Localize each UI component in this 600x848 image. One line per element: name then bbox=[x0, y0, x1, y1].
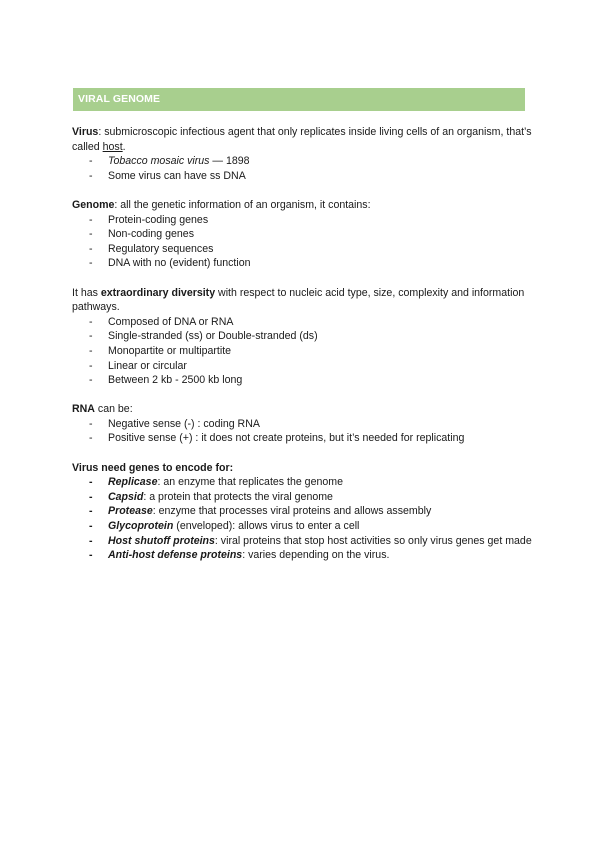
genome-term: Genome bbox=[72, 198, 115, 211]
gene-term: Glycoprotein bbox=[108, 520, 174, 533]
dash-bullet: - bbox=[89, 155, 93, 168]
list-item bbox=[72, 534, 532, 549]
dash-bullet: - bbox=[89, 330, 93, 343]
dash-bullet: - bbox=[89, 476, 93, 489]
list-item bbox=[72, 373, 532, 388]
gene-desc: : enzyme that processes viral proteins and allows assembly bbox=[152, 505, 432, 518]
dash-bullet: - bbox=[89, 213, 93, 226]
dash-bullet: - bbox=[89, 359, 93, 372]
gene-desc: (enveloped): allows virus to enter a cell bbox=[173, 520, 360, 533]
list-item-text: Between 2 kb - 2500 kb long bbox=[108, 374, 243, 387]
tmv-year: — 1898 bbox=[209, 155, 250, 168]
list-item-text: Composed of DNA or RNA bbox=[108, 315, 234, 328]
genes-heading bbox=[72, 461, 532, 476]
tmv-name: Tobacco mosaic virus bbox=[108, 155, 210, 168]
diversity-rest: with respect to nucleic acid type, size, complexity and information pathways. bbox=[72, 286, 525, 314]
list-item bbox=[72, 475, 532, 490]
dash-bullet: - bbox=[89, 505, 93, 518]
diversity-list bbox=[72, 315, 532, 388]
virus-definition bbox=[72, 125, 532, 154]
list-item bbox=[72, 504, 532, 519]
host-term: host bbox=[102, 140, 123, 153]
rna-section bbox=[72, 402, 532, 446]
list-item bbox=[72, 359, 532, 374]
list-item bbox=[72, 490, 532, 505]
diversity-section bbox=[72, 286, 532, 388]
rna-rest: can be: bbox=[94, 403, 133, 416]
list-item bbox=[72, 344, 532, 359]
virus-definition-text: : submicroscopic infectious agent that only replicates inside living cells of an organism, that’s called bbox=[72, 126, 532, 153]
list-item bbox=[72, 169, 532, 184]
list-item bbox=[72, 417, 532, 432]
list-item bbox=[72, 256, 532, 271]
list-item-text: Non-coding genes bbox=[108, 228, 194, 241]
diversity-paragraph bbox=[72, 286, 532, 315]
list-item-text: Positive sense (+) : it does not create proteins, but it’s needed for replicating bbox=[108, 432, 465, 445]
gene-term: Capsid bbox=[108, 490, 144, 503]
rna-list bbox=[72, 417, 532, 446]
list-item bbox=[72, 431, 532, 446]
list-item-text: Some virus can have ss DNA bbox=[108, 169, 246, 182]
gene-desc: : an enzyme that replicates the genome bbox=[157, 476, 343, 489]
genome-section bbox=[72, 198, 532, 271]
gene-desc: : a protein that protects the viral genome bbox=[143, 490, 333, 503]
list-item-text: Single-stranded (ss) or Double-stranded (ds) bbox=[108, 330, 318, 343]
rna-paragraph bbox=[72, 402, 532, 417]
dash-bullet: - bbox=[89, 490, 93, 503]
virus-definition-end: . bbox=[122, 140, 126, 153]
dash-bullet: - bbox=[89, 374, 93, 387]
gene-desc: : varies depending on the virus. bbox=[242, 549, 390, 562]
dash-bullet: - bbox=[89, 417, 93, 430]
virus-term: Virus bbox=[72, 126, 99, 138]
genes-list bbox=[72, 475, 532, 563]
section-header: VIRAL GENOME bbox=[73, 88, 525, 111]
dash-bullet: - bbox=[89, 169, 93, 182]
diversity-intro: It has bbox=[72, 286, 101, 299]
dash-bullet: - bbox=[89, 534, 93, 547]
dash-bullet: - bbox=[89, 315, 93, 328]
document-body bbox=[72, 125, 532, 577]
dash-bullet: - bbox=[89, 520, 93, 533]
genome-list bbox=[72, 213, 532, 271]
rna-term: RNA bbox=[72, 403, 95, 416]
dash-bullet: - bbox=[89, 549, 93, 562]
virus-section bbox=[72, 125, 532, 183]
list-item bbox=[72, 154, 532, 169]
dash-bullet: - bbox=[89, 344, 93, 357]
gene-desc: : viral proteins that stop host activities so only virus genes get made bbox=[214, 534, 532, 547]
dash-bullet: - bbox=[89, 228, 93, 241]
genome-definition-text: : all the genetic information of an organism, it contains: bbox=[114, 198, 371, 211]
gene-term: Protease bbox=[108, 505, 153, 518]
list-item-text: Protein-coding genes bbox=[108, 213, 209, 226]
list-item bbox=[72, 227, 532, 242]
virus-list bbox=[72, 154, 532, 183]
list-item bbox=[72, 548, 532, 563]
list-item bbox=[72, 213, 532, 228]
list-item bbox=[72, 329, 532, 344]
genes-heading-text: Virus need genes to encode for: bbox=[72, 461, 234, 474]
dash-bullet: - bbox=[89, 242, 93, 255]
gene-term: Host shutoff proteins bbox=[108, 534, 215, 547]
dash-bullet: - bbox=[89, 257, 93, 270]
dash-bullet: - bbox=[89, 432, 93, 445]
genes-section bbox=[72, 461, 532, 563]
list-item-text: DNA with no (evident) function bbox=[108, 257, 251, 270]
list-item bbox=[72, 315, 532, 330]
list-item bbox=[72, 242, 532, 257]
diversity-term: extraordinary diversity bbox=[100, 286, 216, 299]
genome-definition bbox=[72, 198, 532, 213]
list-item-text: Regulatory sequences bbox=[108, 242, 214, 255]
list-item-text: Monopartite or multipartite bbox=[108, 344, 232, 357]
gene-term: Anti-host defense proteins bbox=[108, 549, 243, 562]
list-item-text: Linear or circular bbox=[108, 359, 187, 372]
gene-term: Replicase bbox=[108, 476, 158, 489]
list-item bbox=[72, 519, 532, 534]
list-item-text: Negative sense (-) : coding RNA bbox=[108, 417, 260, 430]
